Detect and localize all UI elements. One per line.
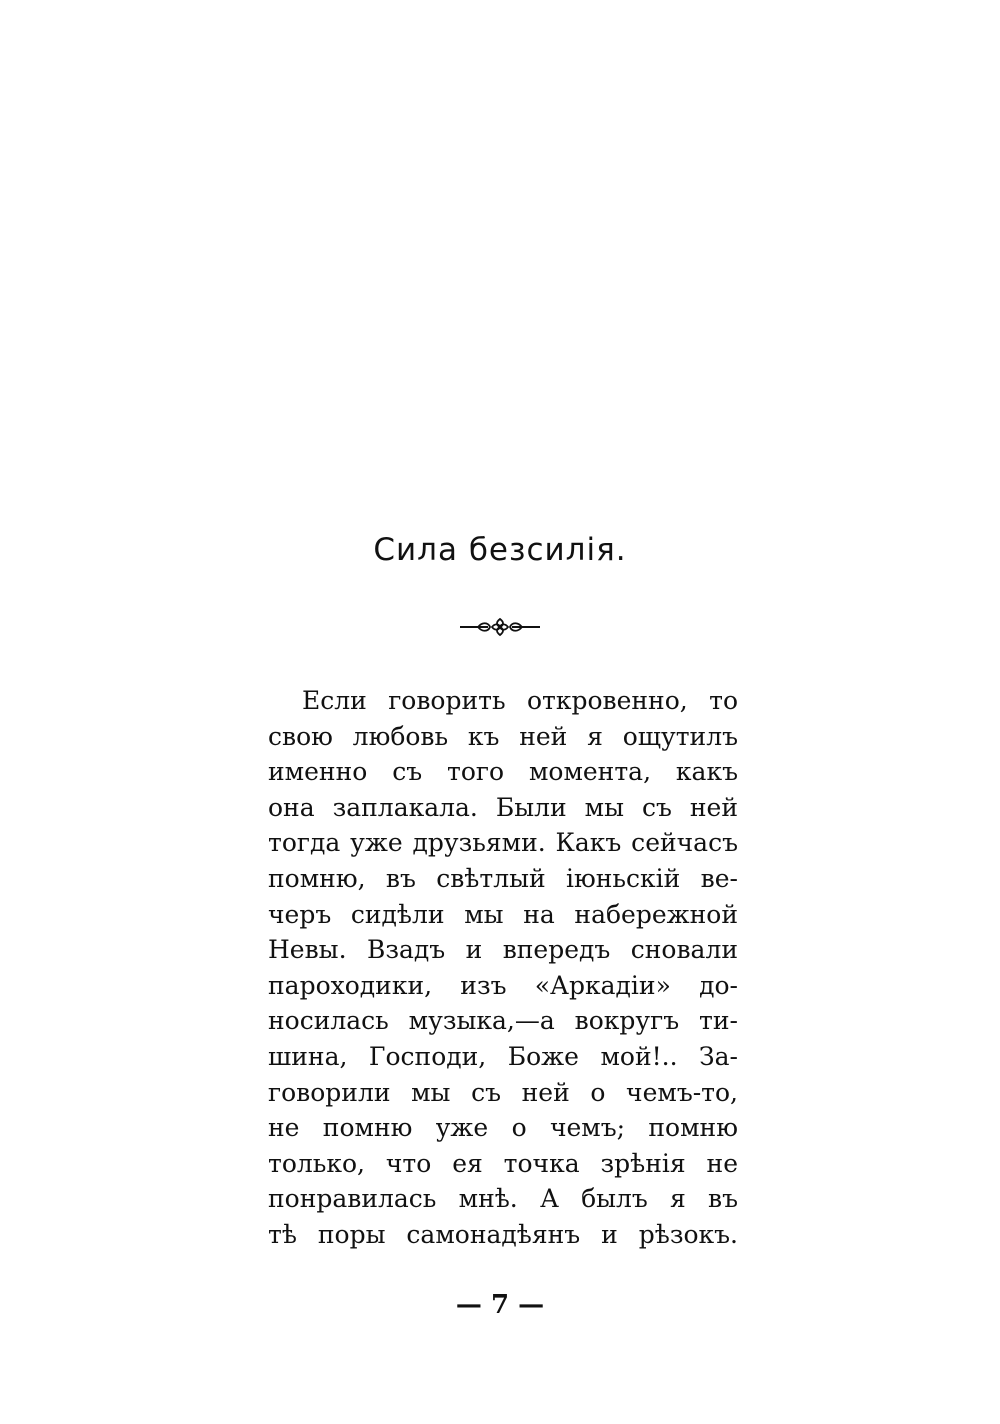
text-line: помню, въ свѣтлый іюньскій ве- xyxy=(268,863,738,893)
text-line: Если говорить откровенно, то xyxy=(302,686,738,715)
text-line: тѣ поры самонадѣянъ и рѣзокъ. xyxy=(268,1219,738,1249)
text-line: именно съ того момента, какъ xyxy=(268,757,738,787)
text-line: тогда уже друзьями. Какъ сейчасъ xyxy=(268,828,738,858)
text-line: свою любовь къ ней я ощутилъ xyxy=(268,721,738,751)
page-number: — 7 — xyxy=(455,1290,545,1320)
text-line: она заплакала. Были мы съ ней xyxy=(268,792,738,822)
text-line: пароходики, изъ «Аркадіи» до- xyxy=(268,970,738,1000)
body-text xyxy=(268,683,738,1253)
text-line: не помню уже о чемъ; помню xyxy=(268,1113,738,1143)
text-line: носилась музыка,—а вокругъ ти- xyxy=(268,1006,738,1036)
ornament-divider-icon xyxy=(458,616,542,638)
text-line: шина, Господи, Боже мой!.. За- xyxy=(268,1041,738,1071)
text-line: черъ сидѣли мы на набережной xyxy=(268,899,738,929)
chapter-title: Сила безсилія. xyxy=(373,532,627,568)
text-line: Невы. Взадъ и впередъ сновали xyxy=(268,935,738,965)
text-line: говорили мы съ ней о чемъ-то, xyxy=(268,1077,738,1107)
text-line: понравилась мнѣ. А былъ я въ xyxy=(268,1184,738,1214)
text-line: только, что ея точка зрѣнія не xyxy=(268,1148,738,1178)
